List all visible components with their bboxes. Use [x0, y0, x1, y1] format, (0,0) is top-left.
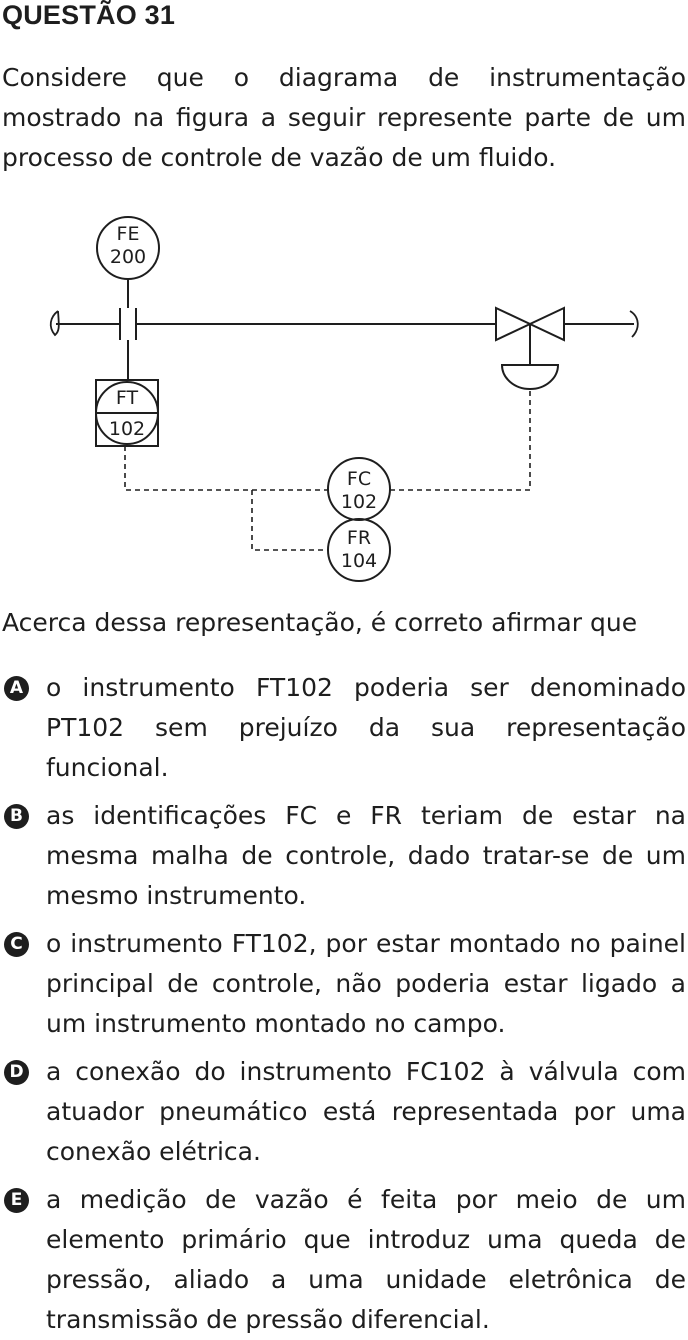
- option-e-text: a medição de vazão é feita por meio de um elemento primário que introduz uma queda de pressão, aliado a uma unidade eletrônica de transmissão de pressão diferencial.: [46, 1185, 686, 1334]
- option-d-text: a conexão do instrumento FC102 à válvula com atuador pneumático está representada por uma conexão elétrica.: [46, 1057, 686, 1166]
- fr-tag: FR: [346, 527, 372, 549]
- fc-tag: FC: [346, 468, 372, 490]
- signal-branch-to-fr: [252, 490, 328, 550]
- fr-number: 104: [340, 550, 378, 572]
- option-a-badge: A: [4, 676, 29, 701]
- option-e-badge: E: [4, 1188, 29, 1213]
- option-a-text: o instrumento FT102 poderia ser denominado PT102 sem prejuízo da sua representação funcional.: [46, 673, 686, 782]
- option-c-text: o instrumento FT102, por estar montado no painel principal de controle, não poderia estar ligado a um instrumento montado no campo.: [46, 929, 686, 1038]
- question-prompt: Acerca dessa representação, é correto afirmar que: [2, 608, 638, 637]
- ft-tag: FT: [115, 387, 139, 409]
- question-title: QUESTÃO 31: [2, 0, 176, 30]
- pneumatic-actuator: [502, 365, 558, 389]
- option-b-badge: B: [4, 804, 29, 829]
- option-c-badge: C: [4, 932, 29, 957]
- fe-number: 200: [109, 246, 147, 268]
- option-d-badge: D: [4, 1060, 29, 1085]
- instrumentation-diagram: [0, 205, 688, 595]
- ft-number: 102: [108, 418, 146, 440]
- signal-ft-to-fc: [125, 446, 328, 490]
- fc-number: 102: [340, 491, 378, 513]
- signal-fc-to-valve: [390, 389, 530, 490]
- fe-tag: FE: [116, 223, 140, 245]
- question-stem: Considere que o diagrama de instrumentação mostrado na figura a seguir represente parte de um processo de controle de vazão de um fluido.: [2, 63, 686, 172]
- option-b-text: as identificações FC e FR teriam de estar na mesma malha de controle, dado tratar-se de um mesmo instrumento.: [46, 801, 686, 910]
